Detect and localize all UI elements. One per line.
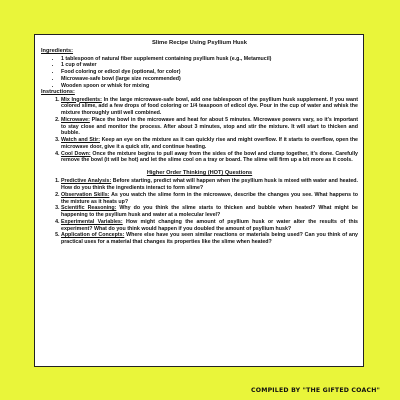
question-label: Predictive Analysis: bbox=[61, 178, 112, 185]
instruction-step bbox=[61, 117, 358, 137]
question-text: Where else have you seen similar reactions or materials being used? Can you think of any practical uses for a material that changes its properties like the slime when heated? bbox=[61, 232, 359, 246]
question-text: As you watch the slime form in the microwave, describe the changes you see. What happens to the mixture as it heats up? bbox=[61, 191, 359, 205]
hot-questions-list bbox=[41, 178, 358, 246]
hot-question bbox=[61, 219, 358, 233]
instructions-heading: Instructions: bbox=[41, 89, 75, 96]
ingredient-item: • Wooden spoon or whisk for mixing bbox=[61, 83, 358, 90]
question-text: Why do you think the slime starts to thicken and bubble when heated? What might be happening to the psyllium husk and water at a molecular level? bbox=[61, 205, 358, 219]
ingredient-item: • 1 tablespoon of natural fiber supplement containing psyllium husk (e.g., Metamucil) bbox=[61, 56, 358, 63]
step-text: Keep an eye on the mixture as it can quickly rise and might overflow. If it starts to overflow, open the microwave door, give it a quick stir, and continue heating. bbox=[61, 137, 359, 150]
step-text: In the large microwave-safe bowl, add one tablespoon of the psyllium husk supplement. If you want colored slime, add a few drops of food coloring or 1/4 teaspoon of edicol dye. Pour in the cup of water and whisk the mixture thoroughly until well combined. bbox=[61, 96, 358, 117]
ingredient-item: • Microwave-safe bowl (large size recommended) bbox=[61, 76, 358, 83]
ingredient-item: • 1 cup of water bbox=[61, 62, 358, 69]
step-label: Cool Down: bbox=[61, 150, 91, 157]
question-text: How might changing the amount of psyllium husk or water alter the results of this experiment? What do you think would happen if you doubled the amount of psyllium husk? bbox=[61, 218, 358, 232]
step-label: Watch and Stir: bbox=[61, 137, 100, 144]
ingredients-heading: Ingredients: bbox=[41, 48, 74, 55]
hot-question bbox=[61, 178, 358, 192]
hot-questions-heading: Higher Order Thinking (HOT) Questions bbox=[146, 170, 253, 177]
question-label: Scientific Reasoning: bbox=[61, 205, 117, 212]
step-label: Mix Ingredients: bbox=[61, 96, 102, 103]
instruction-step bbox=[61, 151, 358, 165]
page-title: Slime Recipe Using Psyllium Husk bbox=[151, 40, 248, 46]
question-label: Application of Concepts: bbox=[61, 232, 125, 239]
hot-question bbox=[61, 232, 358, 246]
instruction-step bbox=[61, 137, 358, 151]
hot-question bbox=[61, 205, 358, 219]
instructions-list bbox=[41, 97, 358, 165]
instruction-step bbox=[61, 97, 358, 117]
step-label: Microwave: bbox=[61, 116, 90, 123]
question-text: Before starting, predict what will happen when the psyllium husk is mixed with water and heated. How do you think the ingredients interact to form slime? bbox=[61, 178, 358, 192]
ingredients-list bbox=[41, 56, 358, 90]
ingredient-item: • Food coloring or edicol dye (optional, for color) bbox=[61, 69, 358, 76]
question-label: Observation Skills: bbox=[61, 191, 110, 198]
hot-question bbox=[61, 192, 358, 206]
step-text: Place the bowl in the microwave and heat for about 5 minutes. Microwave powers vary, so it's important to stay close and monitor the process. After about 3 minutes, stop and stir the mixture. It will start to thicken and bubble. bbox=[61, 116, 358, 137]
recipe-sheet bbox=[34, 34, 364, 367]
footer-credit: COMPILED BY "THE GIFTED COACH" bbox=[251, 387, 380, 394]
step-text: Once the mixture begins to pull away from the sides of the bowl and clump together, it's done. Carefully remove the bowl (it will be hot) and let the slime cool on a tray or board. The slime will firm up a bit more as it cools. bbox=[61, 150, 359, 164]
question-label: Experimental Variables: bbox=[61, 218, 123, 225]
